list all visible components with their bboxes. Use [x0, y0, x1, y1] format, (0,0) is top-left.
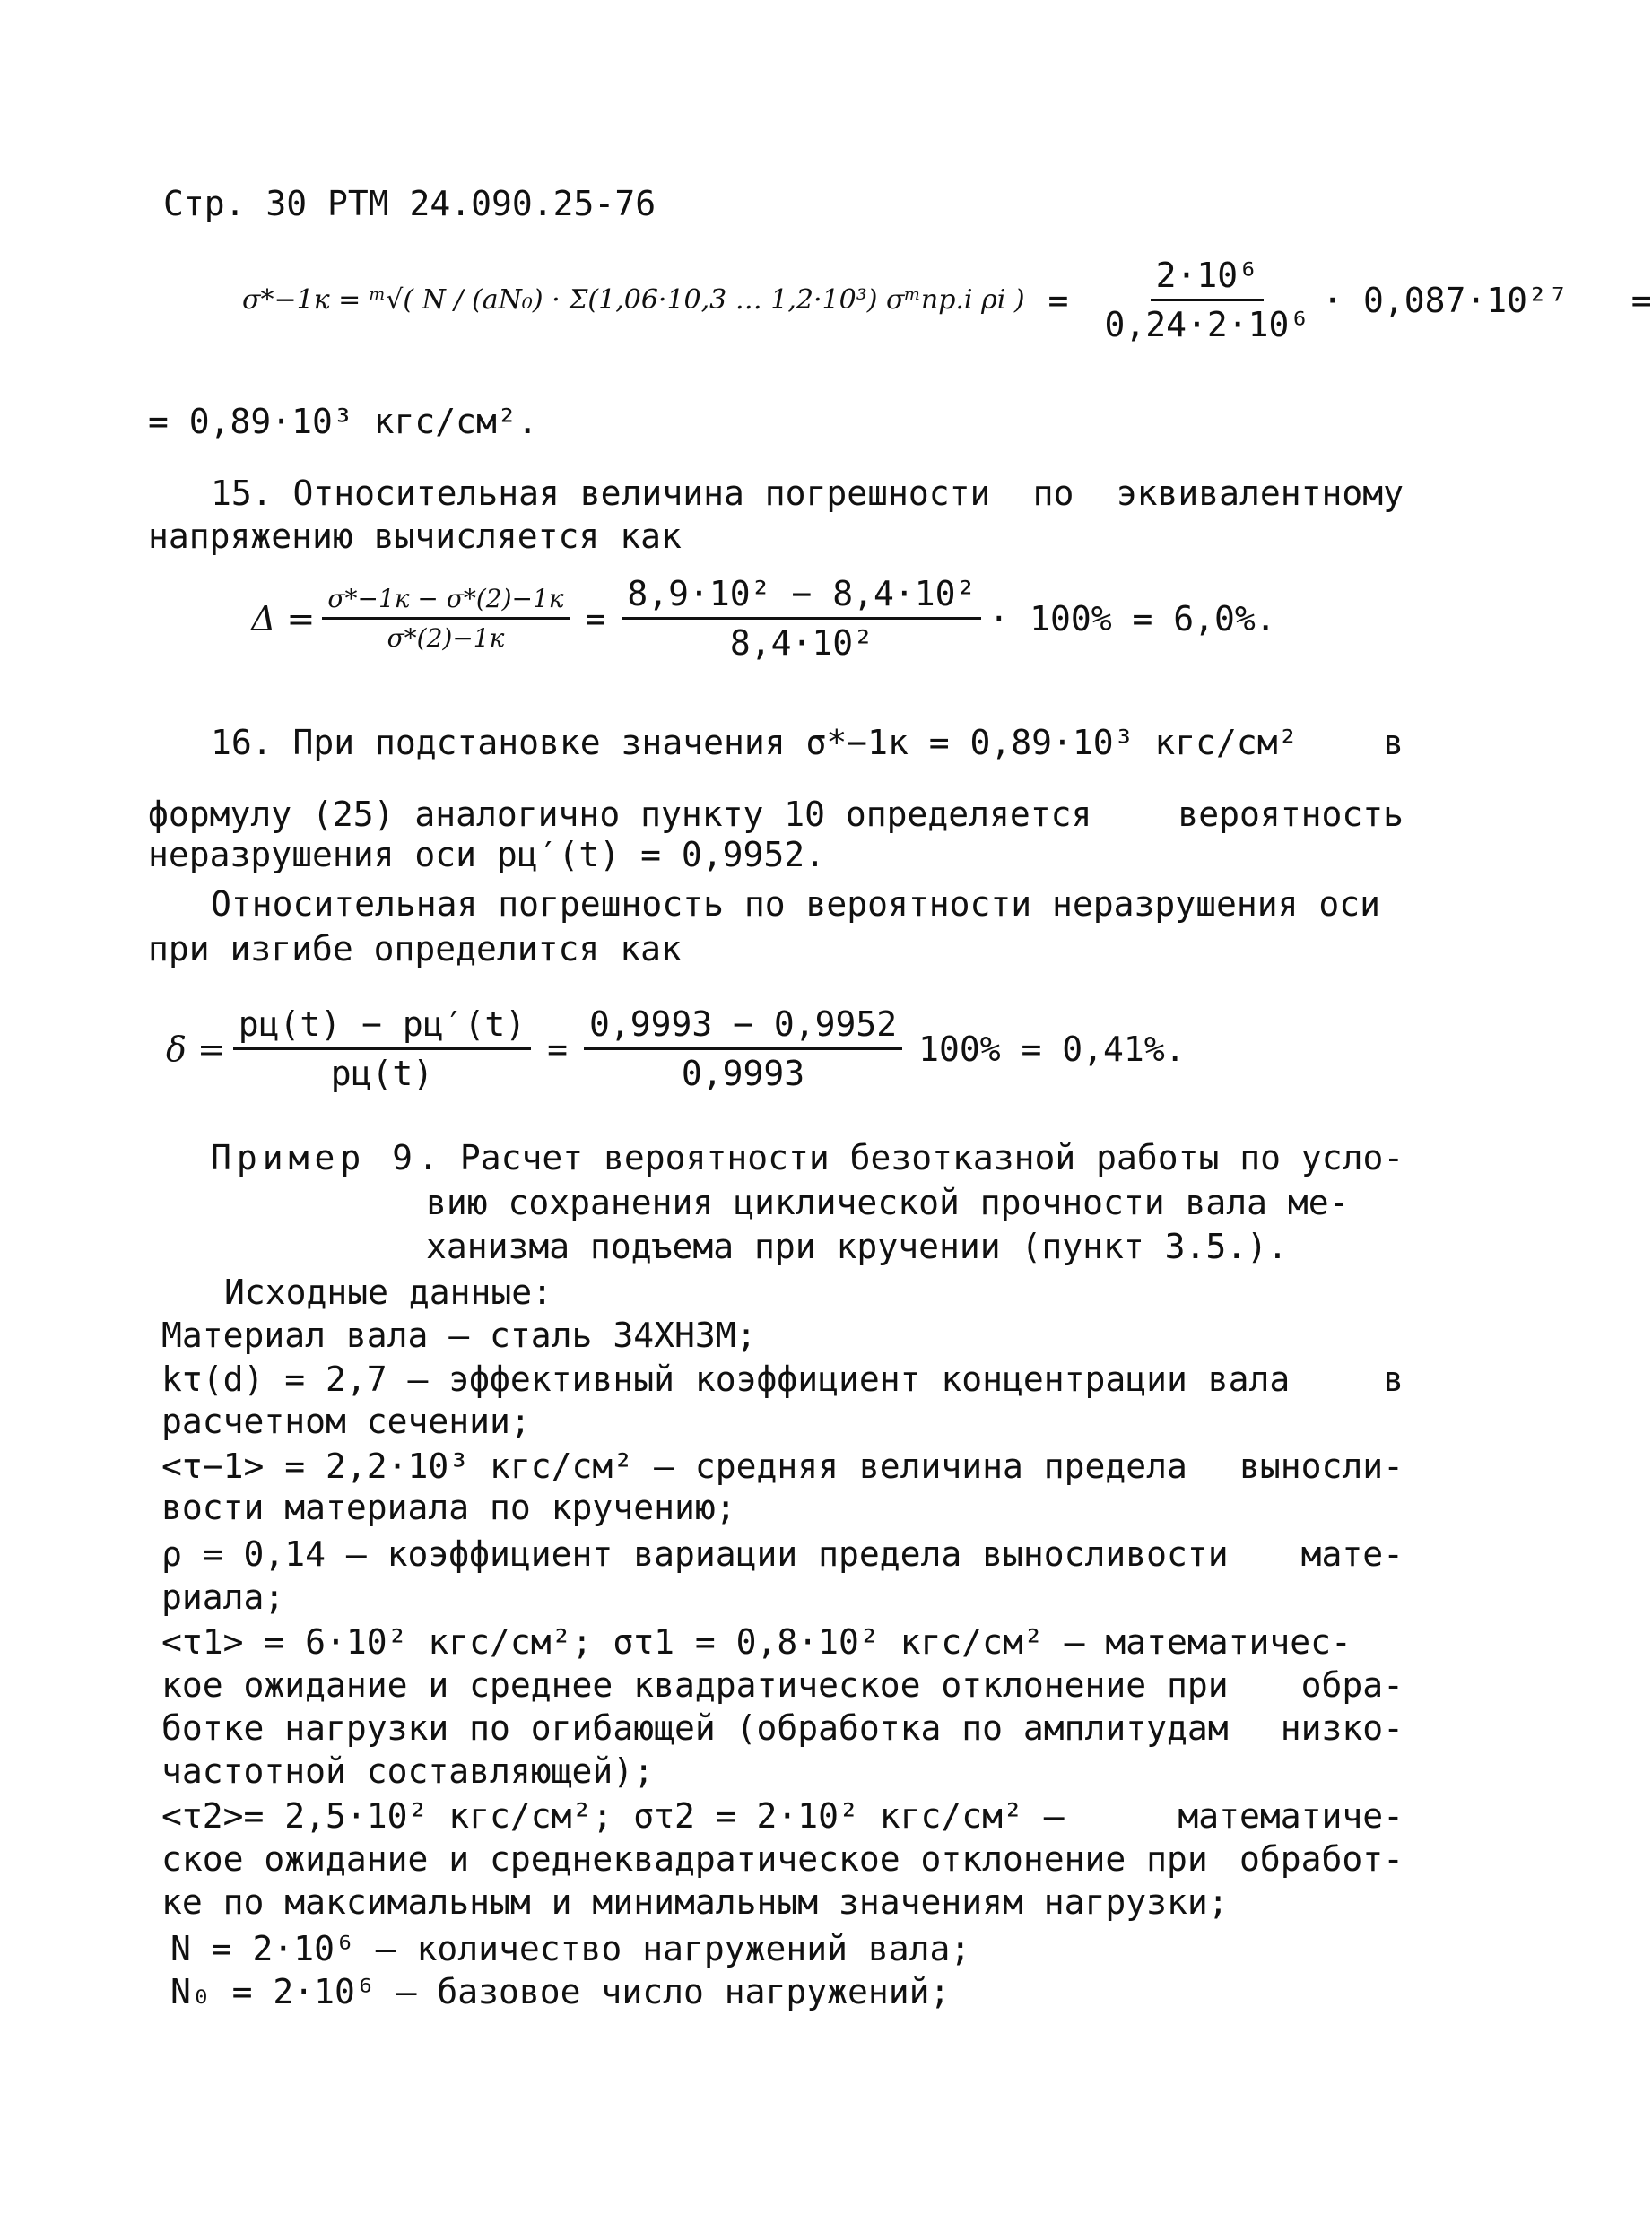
eq3-lhs: δ =: [166, 1029, 226, 1069]
eq1-fraction-num: 2·10⁶: [1151, 256, 1264, 301]
item15-text-c: эквивалентному: [1116, 473, 1404, 513]
input-l9a: кое ожидание и среднее квадратическое отклонение при: [161, 1665, 1229, 1705]
rel-err-line2: при изгибе определится как: [148, 929, 682, 969]
input-l6b: мате-: [1300, 1534, 1404, 1574]
eq1-tail: · 0,087·10²⁷: [1322, 280, 1569, 320]
eq2-fraction-2: [622, 574, 981, 663]
example9-line3: ханизма подъема при кручении (пункт 3.5.).: [426, 1227, 1288, 1266]
equation-sigma-star: [242, 256, 1652, 344]
rel-err-line1: Относительная погрешность по вероятности неразрушения оси: [211, 884, 1381, 924]
input-l10a: ботке нагрузки по огибающей (обработка по амплитудам: [161, 1708, 1229, 1748]
item16-line1: [211, 722, 1404, 763]
eq3-fraction-1: [233, 1004, 531, 1093]
eq3-fraction-2: [584, 1004, 902, 1093]
input-l12b: математиче-: [1178, 1796, 1404, 1836]
input-line-4: [161, 1446, 1404, 1487]
eq3-tail: 100% = 0,41%.: [918, 1029, 1186, 1069]
input-title: Исходные данные:: [224, 1273, 553, 1312]
eq1-fraction: [1099, 256, 1315, 344]
eq2-lhs: Δ =: [251, 598, 316, 639]
equation-delta-prob: [166, 1004, 1186, 1093]
eq2-frac1-num: σ*−1к − σ*(2)−1к: [322, 584, 569, 620]
input-line-14: ке по максимальным и минимальным значениям нагрузки;: [161, 1882, 1229, 1922]
input-line-16: N₀ = 2·10⁶ – базовое число нагружений;: [170, 1972, 951, 2011]
item16-text-b: в: [1383, 723, 1404, 762]
item16-line3: неразрушения оси pц′(t) = 0,9952.: [148, 835, 825, 874]
example9-label: Пример 9.: [211, 1138, 444, 1177]
eq3-frac2-num: 0,9993 − 0,9952: [584, 1004, 902, 1050]
example9-title-1: Расчет вероятности безотказной работы по усло-: [459, 1138, 1404, 1177]
input-l4a: <τ−1> = 2,2·10³ кгс/см² – средняя величина предела: [161, 1446, 1187, 1486]
eq2-fraction-1: [322, 584, 569, 653]
eq1-continuation: = 0,89·10³ кгс/см².: [148, 402, 538, 441]
input-line-13: [161, 1838, 1404, 1880]
item15-line2: напряжению вычисляется как: [148, 517, 682, 556]
page-header: Стр. 30 РТМ 24.090.25-76: [163, 184, 656, 223]
eq3-equals: =: [547, 1029, 568, 1069]
input-line-9: [161, 1664, 1404, 1706]
input-l10b: низко-: [1280, 1708, 1404, 1748]
eq2-tail: · 100% = 6,0%.: [988, 598, 1276, 639]
eq2-equals: =: [585, 598, 606, 639]
input-line-7: риала;: [161, 1577, 285, 1617]
input-l13a: ское ожидание и среднеквадратическое отклонение при: [161, 1839, 1208, 1879]
item15-text-a: 15. Относительная величина погрешности: [211, 473, 991, 513]
input-l2b: в: [1383, 1360, 1404, 1399]
input-l4b: выносли-: [1239, 1446, 1404, 1486]
eq2-frac2-num: 8,9·10² − 8,4·10²: [622, 574, 981, 620]
item16-text-a: 16. При подстановке значения σ*−1к = 0,89·10³ кгс/см²: [211, 723, 1299, 762]
item15-line1: [211, 473, 1404, 514]
input-l12a: <τ2>= 2,5·10² кгс/см²; στ2 = 2·10² кгс/см² –: [161, 1796, 1065, 1836]
example9-line1: [211, 1137, 1404, 1178]
input-line-material: Материал вала – сталь 34ХН3М;: [161, 1316, 757, 1355]
eq3-frac1-den: pц(t): [330, 1054, 434, 1093]
example9-line2: вию сохранения циклической прочности вала ме-: [426, 1183, 1350, 1222]
input-line-10: [161, 1707, 1404, 1749]
input-line-15: N = 2·10⁶ – количество нагружений вала;: [170, 1929, 971, 1968]
eq1-lhs: σ*−1к = ᵐ√( N / (aN₀) · Σ(1,06·10,3 … 1,2·10³) σᵐпр.i ρi ): [242, 284, 1025, 316]
input-l9b: обра-: [1300, 1665, 1404, 1705]
item15-text-b: по: [1032, 473, 1074, 513]
input-l13b: обработ-: [1239, 1839, 1404, 1879]
eq1-fraction-den: 0,24·2·10⁶: [1104, 305, 1310, 344]
input-line-11: частотной составляющей);: [161, 1751, 655, 1791]
eq3-frac2-den: 0,9993: [681, 1054, 805, 1093]
eq2-frac1-den: σ*(2)−1к: [387, 623, 505, 653]
input-line-2: [161, 1359, 1404, 1400]
eq3-frac1-num: pц(t) − pц′(t): [233, 1004, 531, 1050]
input-l2a: kτ(d) = 2,7 – эффективный коэффициент концентрации вала: [161, 1360, 1291, 1399]
input-line-6: [161, 1533, 1404, 1575]
input-line-3: расчетном сечении;: [161, 1402, 531, 1441]
item16-line2: [148, 794, 1404, 835]
input-line-12: [161, 1795, 1404, 1837]
eq2-frac2-den: 8,4·10²: [729, 623, 874, 663]
input-line-8: <τ1> = 6·10² кгс/см²; στ1 = 0,8·10² кгс/см² – математичес-: [161, 1622, 1352, 1662]
input-l6a: ρ = 0,14 – коэффициент вариации предела выносливости: [161, 1534, 1229, 1574]
equation-delta: [251, 574, 1276, 663]
input-line-5: вости материала по кручению;: [161, 1488, 736, 1527]
item16-line2-b: вероятность: [1178, 795, 1404, 834]
item16-line2-a: формулу (25) аналогично пункту 10 определяется: [148, 795, 1092, 834]
eq1-tail-equals: =: [1630, 280, 1652, 320]
eq1-equals: =: [1048, 280, 1069, 320]
